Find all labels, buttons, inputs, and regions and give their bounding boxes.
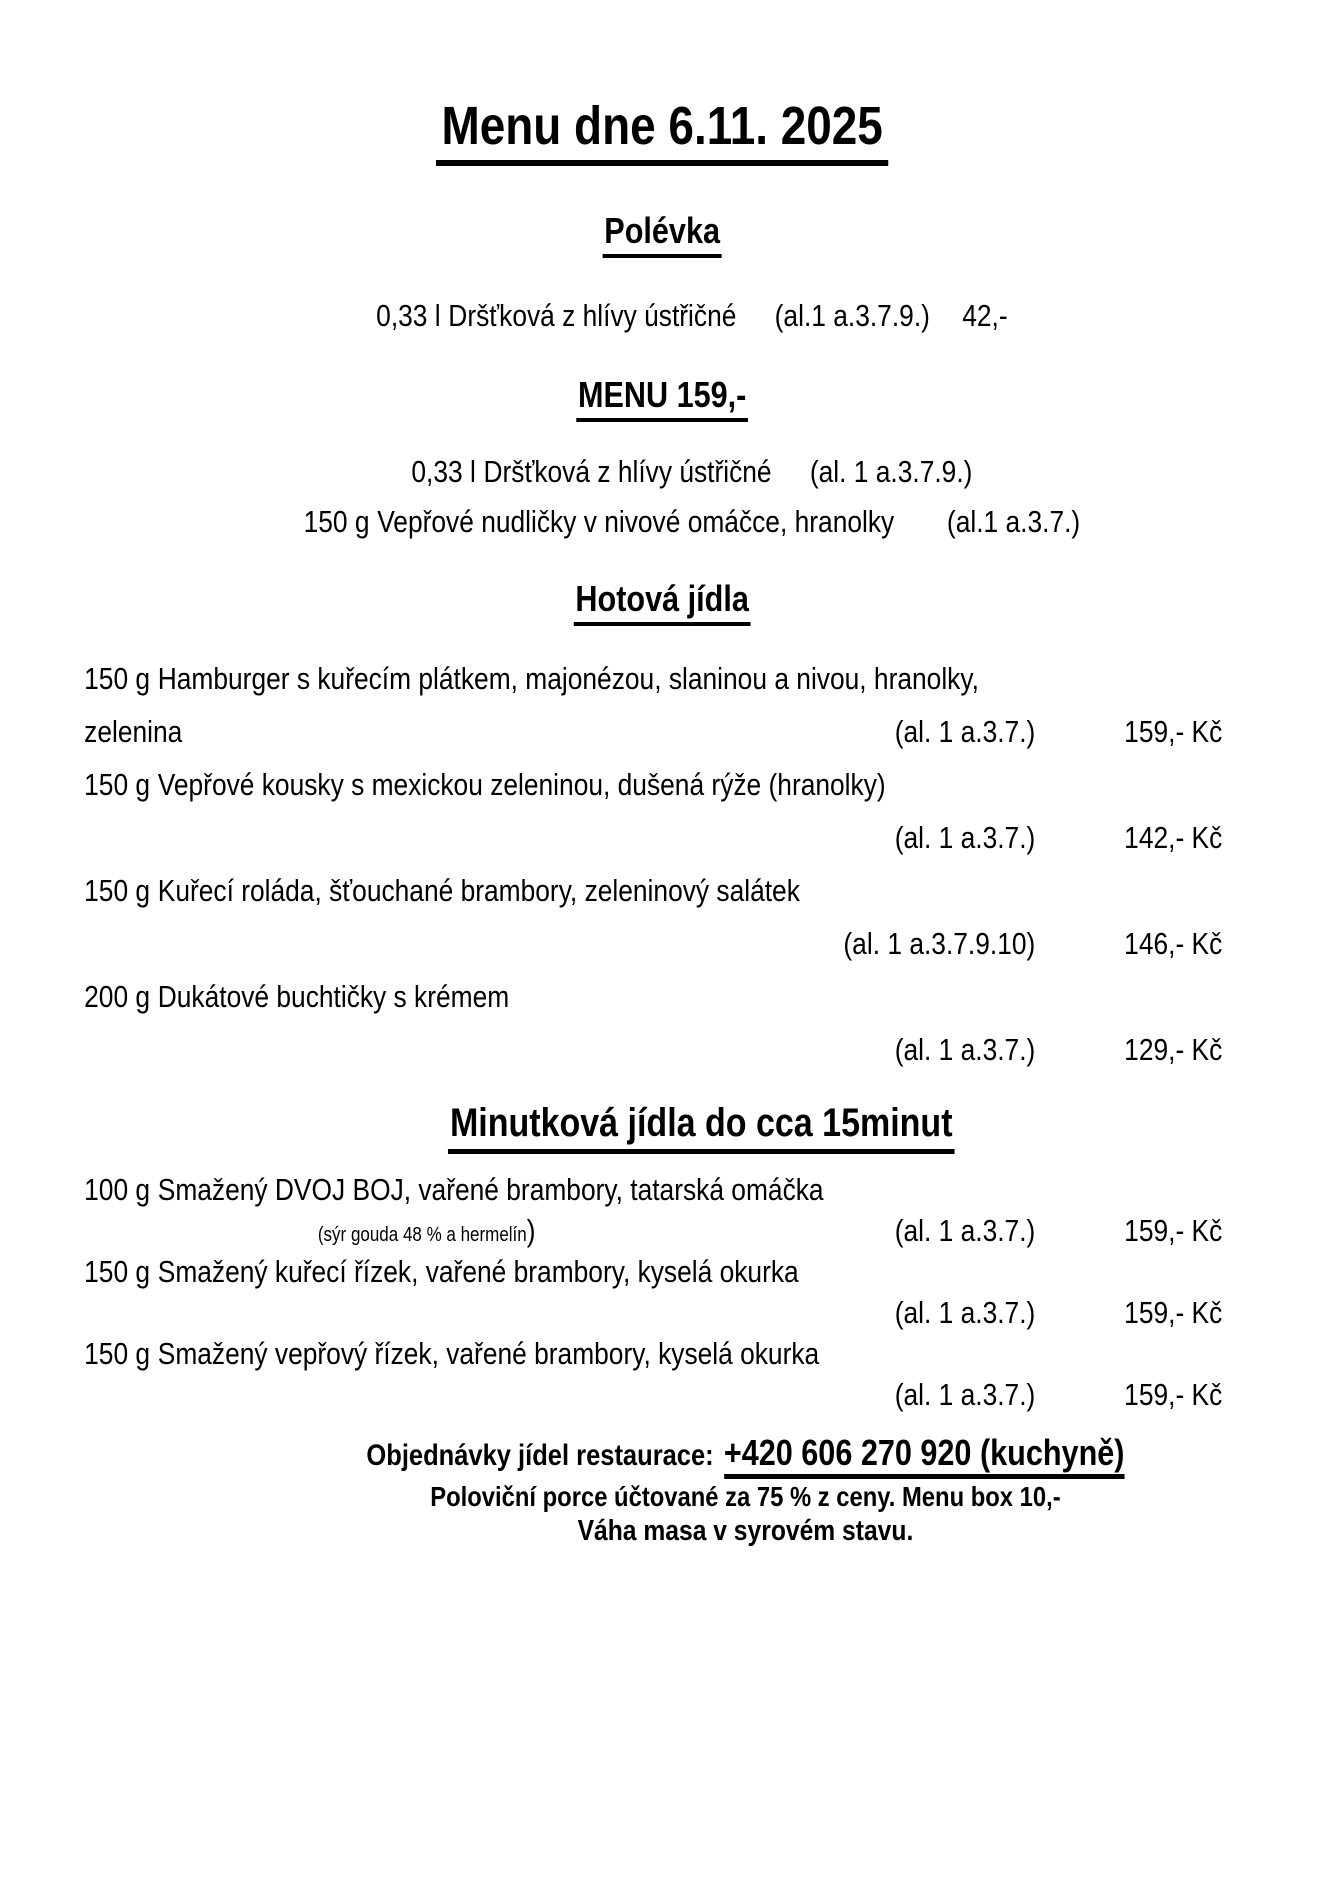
menu-item-row [84,917,1240,970]
item-qty: 150 g [84,1336,151,1371]
item-allergens: (al. 1 a.3.7.) [894,1295,1036,1330]
footer-orders-label: Objednávky jídel restaurace: [366,1439,714,1472]
item-name: Dršťková z hlívy ústřičné [483,454,772,489]
item-note: (sýr gouda 48 % a hermelín [317,1224,527,1246]
page-title: Menu dne 6.11. 2025 [436,96,888,166]
footer-note-portions: Poloviční porce účtované za 75 % z ceny. Menu box 10,- [430,1481,1061,1512]
item-price: 42,- [962,298,1008,333]
item-name-continued: zelenina [84,714,183,749]
item-allergens: (al. 1 a.3.7.) [894,714,1036,749]
item-name: Smažený DVOJ BOJ, vařené brambory, tatarská omáčka [157,1172,824,1207]
item-qty: 150 g [84,873,151,908]
footer-orders-line [167,1433,1320,1479]
section-heading-quick-meals: Minutková jídla do cca 15minut [448,1100,954,1154]
menu-item-row [84,1169,1240,1210]
menu-item-row [114,452,1270,492]
section-heading-ready-meals: Hotová jídla [574,578,751,626]
item-price: 159,- Kč [1124,1377,1223,1412]
menu-item-row [84,1292,1240,1333]
section-heading-soup: Polévka [603,210,722,258]
item-name: Kuřecí roláda, šťouchané brambory, zeleninový salátek [157,873,800,908]
item-allergens: (al. 1 a.3.7.) [894,820,1036,855]
item-allergens: (al. 1 a.3.7.) [894,1377,1036,1412]
section-heading-menu: MENU 159,- [576,374,748,422]
item-allergens: (al.1 a.3.7.) [946,504,1081,539]
item-qty: 100 g [84,1172,151,1207]
item-allergens: (al. 1 a.3.7.) [894,1213,1036,1248]
item-name: Dršťková z hlívy ústřičné [448,298,737,333]
item-qty: 150 g [84,767,151,802]
menu-document [0,96,1320,1889]
item-qty: 150 g [84,1254,151,1289]
menu-item-row [84,705,1240,758]
menu-item-row [84,864,1240,917]
item-price: 159,- Kč [1124,1295,1223,1330]
item-name: Smažený kuřecí řízek, vařené brambory, kyselá okurka [157,1254,799,1289]
item-name: Smažený vepřový řízek, vařené brambory, kyselá okurka [157,1336,820,1371]
item-qty: 0,33 l [411,454,476,489]
menu-item-row [84,1210,1240,1251]
item-name: Hamburger s kuřecím plátkem, majonézou, slaninou a nivou, hranolky, [157,661,979,696]
item-price: 129,- Kč [1124,1032,1223,1067]
menu-item-row [84,1333,1240,1374]
item-qty: 150 g [303,504,370,539]
item-allergens: (al. 1 a.3.7.) [894,1032,1036,1067]
ready-meals-list [84,652,1240,1076]
item-qty: 0,33 l [376,298,441,333]
item-price: 159,- Kč [1124,714,1223,749]
menu-item-row [114,502,1270,542]
menu-item-row [84,1023,1240,1076]
soup-row [114,296,1270,336]
menu-item-row [84,758,1240,811]
section-heading-ready-meals-wrap [84,578,1240,628]
menu-item-row [84,1251,1240,1292]
item-note-paren: ) [526,1213,536,1248]
item-price: 159,- Kč [1124,1213,1223,1248]
quick-meals-list [84,1169,1240,1415]
item-name: Vepřové nudličky v nivové omáčce, hranolky [377,504,895,539]
menu-item-row [84,970,1240,1023]
menu-item-row [84,811,1240,864]
footer-phone: +420 606 270 920 (kuchyně) [724,1433,1125,1479]
section-heading-soup-wrap [84,210,1240,260]
item-allergens: (al. 1 a.3.7.9.10) [843,926,1036,961]
item-name: Dukátové buchtičky s krémem [157,979,510,1014]
item-allergens: (al.1 a.3.7.9.) [774,298,930,333]
footer-note-weight: Váha masa v syrovém stavu. [577,1515,914,1547]
section-heading-menu-wrap [84,374,1240,424]
item-name: Vepřové kousky s mexickou zeleninou, dušená rýže (hranolky) [157,767,886,802]
item-qty: 150 g [84,661,151,696]
item-qty: 200 g [84,979,151,1014]
footer [167,1433,1320,1549]
menu-item-row [84,652,1240,705]
item-price: 146,- Kč [1124,926,1223,961]
section-heading-quick-meals-wrap [123,1100,1279,1155]
menu-content [84,96,1240,1549]
page-title-wrap [84,96,1240,170]
menu-item-row [84,1374,1240,1415]
item-price: 142,- Kč [1124,820,1223,855]
item-allergens: (al. 1 a.3.7.9.) [809,454,973,489]
